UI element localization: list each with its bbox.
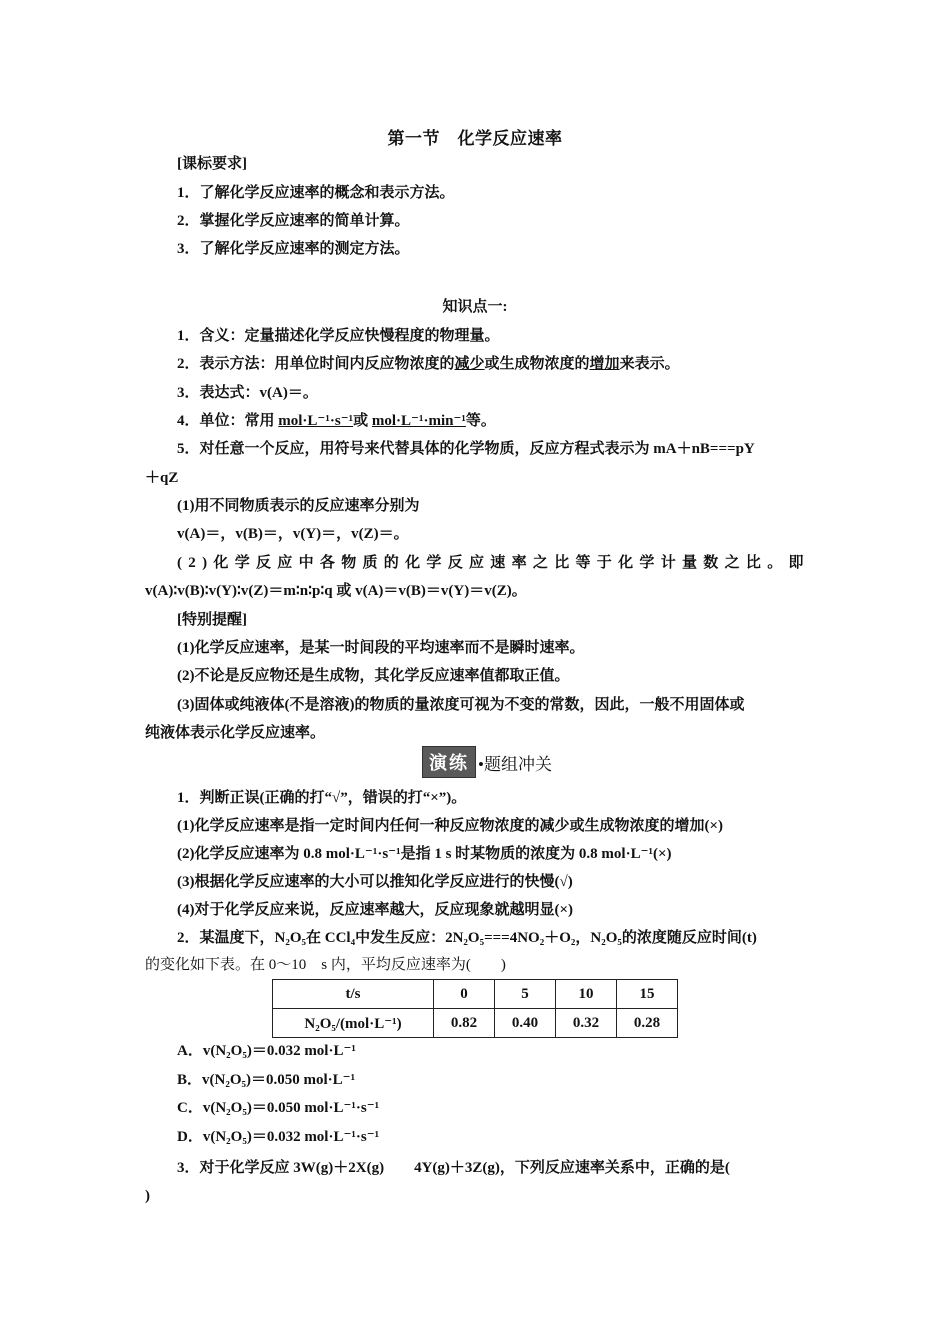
text-segment: 或: [353, 413, 372, 429]
text-segment: 或生成物浓度的: [484, 356, 590, 372]
table-row: [273, 1009, 678, 1038]
banner-text: •题组冲关: [478, 754, 552, 774]
table-cell: 0.28: [617, 1009, 678, 1038]
reminder-line: 纯液体表示化学反应速率。: [145, 725, 326, 741]
requirements-heading: [课标要求]: [177, 156, 247, 172]
knowledge-line: (1)用不同物质表示的反应速率分别为: [177, 498, 420, 514]
answer-option: D．v(N₂O₅)＝0.032 mol·L⁻¹·s⁻¹: [177, 1129, 380, 1145]
answer-option: A．v(N₂O₅)＝0.032 mol·L⁻¹: [177, 1043, 356, 1059]
text-segment: 来表示。: [619, 356, 680, 372]
table-cell: 10: [556, 980, 617, 1009]
underlined-term: mol·L⁻¹·s⁻¹: [278, 413, 354, 429]
table-cell: 0.32: [556, 1009, 617, 1038]
knowledge-line: [177, 411, 496, 431]
knowledge-line: ＋qZ: [145, 470, 179, 486]
reminder-line: (1)化学反应速率，是某一时间段的平均速率而不是瞬时速率。: [177, 640, 585, 656]
banner-box: 演练: [422, 746, 476, 778]
question-item: (2)化学反应速率为 0.8 mol·L⁻¹·s⁻¹是指 1 s 时某物质的浓度为 0.8 mol·L⁻¹(×): [177, 846, 672, 862]
concentration-table: [272, 979, 678, 1038]
requirement-item: 2．掌握化学反应速率的简单计算。: [177, 213, 410, 229]
knowledge-heading: 知识点一:: [442, 299, 508, 315]
practice-banner: [422, 748, 552, 776]
text-segment: 等。: [465, 413, 496, 429]
knowledge-line: 5．对任意一个反应，用符号来代替具体的化学物质，反应方程式表示为 mA＋nB===pY: [177, 441, 755, 457]
underlined-term: mol·L⁻¹·min⁻¹: [371, 413, 466, 429]
table-cell: 0.82: [434, 1009, 495, 1038]
knowledge-line: v(A)∶v(B)∶v(Y)∶v(Z)＝m∶n∶p∶q 或 v(A)＝v(B)＝v(Y)＝v(Z)。: [145, 583, 527, 599]
question-item: (4)对于化学反应来说，反应速率越大，反应现象就越明显(×): [177, 902, 574, 918]
table-cell: N₂O₅/(mol·L⁻¹): [273, 1009, 434, 1038]
table-cell: 0.40: [495, 1009, 556, 1038]
table-cell: 0: [434, 980, 495, 1009]
answer-option: B．v(N₂O₅)＝0.050 mol·L⁻¹: [177, 1072, 356, 1088]
question-item: (3)根据化学反应速率的大小可以推知化学反应进行的快慢(√): [177, 874, 573, 890]
table-cell: 15: [617, 980, 678, 1009]
knowledge-line: 1．含义：定量描述化学反应快慢程度的物理量。: [177, 328, 500, 344]
page-title: 第一节 化学反应速率: [387, 129, 563, 148]
question-stem: 2．某温度下，N₂O₅在 CCl₄中发生反应：2N₂O₅===4NO₂＋O₂，N₂O₅的浓度随反应时间(t): [177, 930, 757, 946]
text-segment: 4．单位：常用: [177, 413, 279, 429]
table-cell: t/s: [273, 980, 434, 1009]
knowledge-line: 3．表达式：v(A)＝。: [177, 385, 318, 401]
question-item: (1)化学反应速率是指一定时间内任何一种反应物浓度的减少或生成物浓度的增加(×): [177, 818, 724, 834]
knowledge-line: v(A)＝，v(B)＝，v(Y)＝，v(Z)＝。: [177, 526, 409, 542]
table-cell: 5: [495, 980, 556, 1009]
reminder-line: (2)不论是反应物还是生成物，其化学反应速率值都取正值。: [177, 668, 570, 684]
question-stem: 3．对于化学反应 3W(g)＋2X(g) 4Y(g)＋3Z(g)，下列反应速率关系中，正确的是(: [177, 1160, 730, 1176]
reminder-line: (3)固体或纯液体(不是溶液)的物质的量浓度可视为不变的常数，因此，一般不用固体或: [177, 697, 745, 713]
underlined-term: 增加: [589, 356, 620, 372]
knowledge-line: [177, 354, 680, 374]
requirement-item: 3．了解化学反应速率的测定方法。: [177, 241, 410, 257]
table-row: [273, 980, 678, 1009]
underlined-term: 减少: [454, 356, 485, 372]
question-stem: 1．判断正误(正确的打“√”，错误的打“×”)。: [177, 790, 467, 806]
question-stem: ): [145, 1188, 150, 1204]
requirement-item: 1．了解化学反应速率的概念和表示方法。: [177, 185, 455, 201]
reminder-heading: [特别提醒]: [177, 612, 247, 628]
answer-option: C．v(N₂O₅)＝0.050 mol·L⁻¹·s⁻¹: [177, 1100, 380, 1116]
text-segment: 2．表示方法：用单位时间内反应物浓度的: [177, 356, 455, 372]
knowledge-line: (2)化学反应中各物质的化学反应速率之比等于化学计量数之比。即: [177, 555, 810, 571]
question-stem: 的变化如下表。在 0～10 s 内，平均反应速率为( ): [145, 957, 506, 973]
